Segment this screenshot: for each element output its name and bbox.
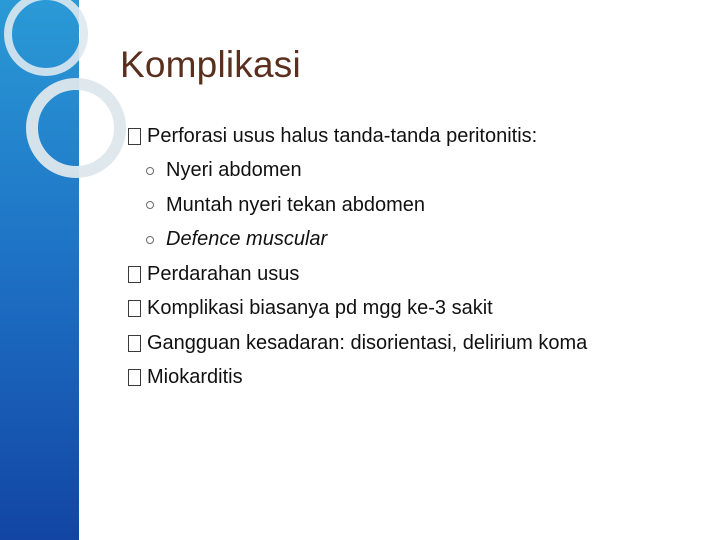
box-icon <box>128 266 141 283</box>
circle-bullet-icon <box>146 201 154 209</box>
box-icon <box>128 335 141 352</box>
list-item <box>128 326 708 361</box>
bullet-list <box>128 119 708 395</box>
list-item <box>128 292 708 327</box>
circle-bullet-icon <box>146 236 154 244</box>
list-item <box>146 154 708 189</box>
box-icon <box>128 128 141 145</box>
list-item-text: Nyeri abdomen <box>166 159 302 182</box>
list-item-text: Muntah nyeri tekan abdomen <box>166 193 426 216</box>
list-item-text: Perdarahan usus <box>147 262 300 285</box>
list-item-text: Defence muscular <box>166 228 328 251</box>
page-title: Komplikasi <box>120 44 301 85</box>
list-item-text: Komplikasi biasanya pd mgg ke-3 sakit <box>147 297 493 320</box>
list-item <box>128 119 708 154</box>
list-item <box>146 188 708 223</box>
list-item <box>146 223 708 258</box>
box-icon <box>128 300 141 317</box>
side-bar <box>0 0 79 540</box>
list-item-text: Gangguan kesadaran: disorientasi, delirium koma <box>147 331 588 354</box>
circle-bullet-icon <box>146 167 154 175</box>
box-icon <box>128 369 141 386</box>
list-item-text: Miokarditis <box>147 366 243 389</box>
list-item-text: Perforasi usus halus tanda-tanda peritonitis: <box>147 124 538 147</box>
list-item <box>128 257 708 292</box>
list-item <box>128 361 708 396</box>
